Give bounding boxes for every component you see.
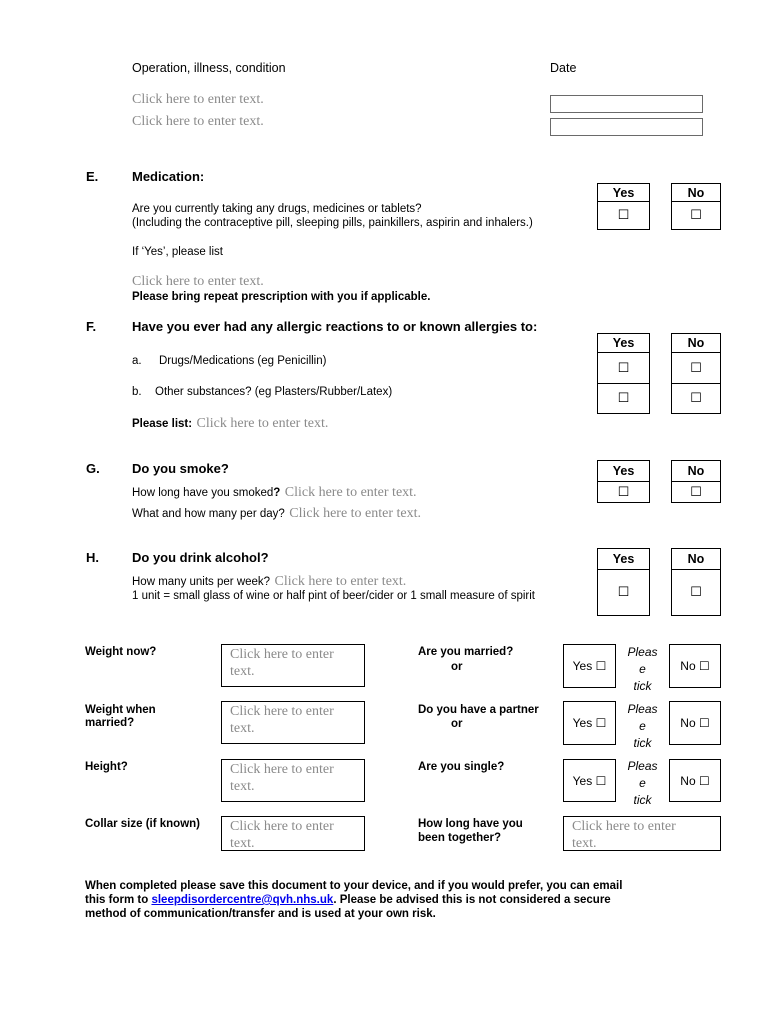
f-please-list-label: Please list:	[132, 418, 193, 430]
f-a-text: Drugs/Medications (eg Penicillin)	[159, 355, 327, 367]
medication-list-field[interactable]: Click here to enter text.	[132, 274, 264, 289]
e-yes-header: Yes	[597, 183, 650, 202]
married-yes-option[interactable]: Yes ☐	[563, 644, 616, 688]
g-no-checkbox[interactable]: ☐	[671, 481, 721, 503]
collar-field[interactable]	[221, 816, 365, 851]
footer-line-2	[85, 893, 611, 907]
height-field-line2: text.	[230, 779, 255, 794]
g-q1-label: How long have you smoked	[132, 487, 274, 499]
footer-line-2-post: . Please be advised this is not considered a secure	[333, 894, 611, 906]
single-yes-option[interactable]: Yes ☐	[563, 759, 616, 802]
together-duration-field[interactable]	[563, 816, 721, 851]
partner-no-option[interactable]: No ☐	[669, 701, 721, 745]
f-a-marker: a.	[132, 355, 142, 367]
section-h-title: Do you drink alcohol?	[132, 550, 269, 565]
please-tick-line2: e	[639, 662, 646, 676]
weight-now-label: Weight now?	[85, 646, 157, 658]
f-b-text: Other substances? (eg Plasters/Rubber/Latex)	[155, 386, 393, 398]
together-field-line1: Click here to enter	[572, 819, 676, 834]
f-yes-header: Yes	[597, 333, 650, 353]
footer-line-1: When completed please save this document to your device, and if you would prefer, you can email	[85, 880, 623, 892]
g-q2-row	[132, 504, 421, 522]
section-g-title: Do you smoke?	[132, 461, 229, 476]
married-no-option[interactable]: No ☐	[669, 644, 721, 688]
e-prescription-note: Please bring repeat prescription with you if applicable.	[132, 291, 431, 303]
partner-yes-option[interactable]: Yes ☐	[563, 701, 616, 745]
g-yes-checkbox[interactable]: ☐	[597, 481, 650, 503]
g-no-header: No	[671, 460, 721, 482]
footer-line-3: method of communication/transfer and is used at your own risk.	[85, 908, 436, 920]
operation-field-1[interactable]: Click here to enter text.	[132, 92, 264, 107]
section-f-letter: F.	[86, 319, 97, 334]
email-link[interactable]: sleepdisordercentre@qvh.nhs.uk	[151, 894, 334, 906]
f-no-header: No	[671, 333, 721, 353]
f-a-no-checkbox[interactable]: ☐	[671, 352, 721, 384]
weight-married-field[interactable]	[221, 701, 365, 744]
date-field-2[interactable]	[550, 118, 703, 136]
height-field-line1: Click here to enter	[230, 762, 334, 777]
please-tick-line1: Pleas	[627, 645, 658, 659]
allergy-list-field[interactable]: Click here to enter text.	[196, 416, 329, 431]
h-yes-header: Yes	[597, 548, 650, 570]
married-please-tick	[620, 644, 665, 695]
section-e-title: Medication:	[132, 169, 205, 184]
g-q1-row	[132, 483, 417, 501]
single-no-option[interactable]: No ☐	[669, 759, 721, 802]
please-tick-line3: tick	[633, 736, 652, 750]
weight-married-field-line2: text.	[230, 721, 255, 736]
section-g-letter: G.	[86, 461, 100, 476]
collar-field-line2: text.	[230, 836, 255, 851]
please-tick-line1: Pleas	[627, 759, 658, 773]
weight-married-field-line1: Click here to enter	[230, 704, 334, 719]
e-no-header: No	[671, 183, 721, 202]
g-yes-header: Yes	[597, 460, 650, 482]
g-q2-label: What and how many per day?	[132, 508, 285, 520]
collar-field-line1: Click here to enter	[230, 819, 334, 834]
section-f-title: Have you ever had any allergic reactions to or known allergies to:	[132, 319, 538, 334]
g-q1-mark: ?	[273, 487, 281, 499]
partner-or: or	[451, 718, 463, 730]
section-h-letter: H.	[86, 550, 99, 565]
e-question-sub: (Including the contraceptive pill, sleeping pills, painkillers, aspirin and inhalers.)	[132, 217, 533, 229]
f-b-no-checkbox[interactable]: ☐	[671, 383, 721, 414]
col-operation-header: Operation, illness, condition	[132, 61, 286, 75]
partner-label: Do you have a partner	[418, 704, 539, 716]
weight-married-label-1: Weight when	[85, 704, 156, 716]
height-label: Height?	[85, 761, 128, 773]
h-no-header: No	[671, 548, 721, 570]
e-yes-checkbox[interactable]: ☐	[597, 201, 650, 230]
please-tick-line3: tick	[633, 679, 652, 693]
f-a-yes-checkbox[interactable]: ☐	[597, 352, 650, 384]
please-tick-line2: e	[639, 776, 646, 790]
weight-now-field-line1: Click here to enter	[230, 647, 334, 662]
section-e-letter: E.	[86, 169, 99, 184]
h-no-checkbox[interactable]: ☐	[671, 569, 721, 616]
single-label: Are you single?	[418, 761, 505, 773]
weight-now-field-line2: text.	[230, 664, 255, 679]
please-tick-line3: tick	[633, 793, 652, 807]
smoking-amount-field[interactable]: Click here to enter text.	[289, 506, 422, 521]
please-tick-line2: e	[639, 719, 646, 733]
together-field-line2: text.	[572, 836, 597, 851]
height-field[interactable]	[221, 759, 365, 802]
h-q1-row	[132, 572, 406, 590]
together-label-2: been together?	[418, 832, 502, 844]
f-b-yes-checkbox[interactable]: ☐	[597, 383, 650, 414]
h-unit-note: 1 unit = small glass of wine or half pint of beer/cider or 1 small measure of spirit	[132, 590, 535, 602]
weight-now-field[interactable]	[221, 644, 365, 687]
f-b-marker: b.	[132, 386, 142, 398]
married-or: or	[451, 661, 463, 673]
h-q1-label: How many units per week?	[132, 576, 271, 588]
collar-label: Collar size (if known)	[85, 818, 201, 830]
col-date-header: Date	[550, 61, 577, 75]
h-yes-checkbox[interactable]: ☐	[597, 569, 650, 616]
alcohol-units-field[interactable]: Click here to enter text.	[274, 574, 407, 589]
partner-please-tick	[620, 701, 665, 752]
single-please-tick	[620, 758, 665, 809]
please-tick-line1: Pleas	[627, 702, 658, 716]
weight-married-label-2: married?	[85, 717, 135, 729]
date-field-1[interactable]	[550, 95, 703, 113]
e-if-yes-label: If ‘Yes’, please list	[132, 246, 223, 258]
married-label: Are you married?	[418, 646, 514, 658]
e-no-checkbox[interactable]: ☐	[671, 201, 721, 230]
operation-field-2[interactable]: Click here to enter text.	[132, 114, 264, 129]
e-question: Are you currently taking any drugs, medicines or tablets?	[132, 203, 422, 215]
smoking-duration-field[interactable]: Click here to enter text.	[284, 485, 417, 500]
footer-line-2-pre: this form to	[85, 894, 152, 906]
f-please-list-row	[132, 414, 328, 432]
together-label-1: How long have you	[418, 818, 523, 830]
